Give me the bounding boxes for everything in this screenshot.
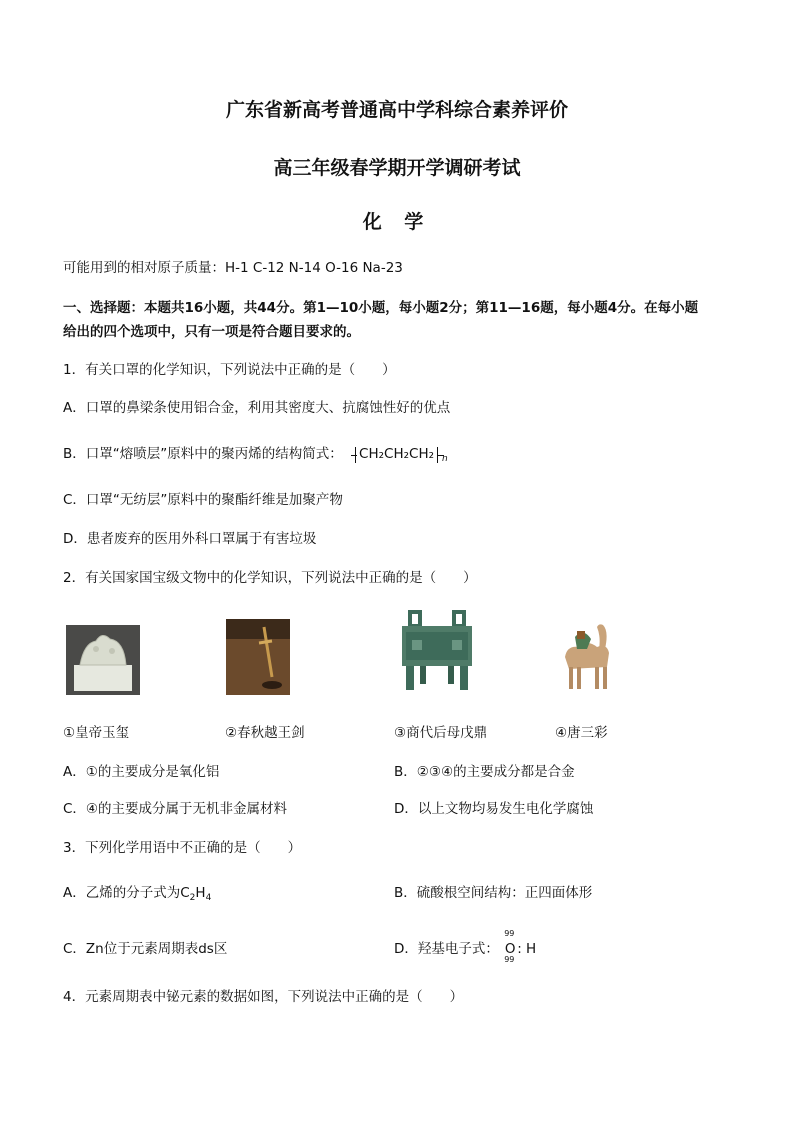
hydroxyl-right: : H <box>517 941 537 957</box>
hydroxyl-electron-formula <box>503 929 517 964</box>
polymer-n: n <box>442 454 448 464</box>
q1-option-c: C．口罩“无纺层”原料中的聚酯纤维是加聚产物 <box>63 492 343 508</box>
q1-stem: 1．有关口罩的化学知识，下列说法中正确的是（ ） <box>63 362 396 378</box>
subject-title: 化 学 <box>362 211 432 233</box>
q3-option-b: B．硫酸根空间结构：正四面体形 <box>394 885 593 901</box>
caption-sword: ②春秋越王剑 <box>225 725 305 741</box>
electron-dots-bottom: 99 <box>504 955 515 964</box>
q3-a-sub1: 2 <box>189 893 196 903</box>
oxygen-symbol: O <box>504 941 516 957</box>
q2-stem: 2．有关国家国宝级文物中的化学知识，下列说法中正确的是（ ） <box>63 570 477 586</box>
section-heading-line2: 给出的四个选项中，只有一项是符合题目要求的。 <box>63 324 360 340</box>
atomic-masses: 可能用到的相对原子质量：H-1 C-12 N-14 O-16 Na-23 <box>63 260 403 276</box>
q2-option-b: B．②③④的主要成分都是合金 <box>394 764 575 780</box>
q1-option-b <box>63 442 448 464</box>
section-heading-line1: 一、选择题：本题共16小题，共44分。第1—10小题，每小题2分；第11—16题，每小题4分。在每小题 <box>63 300 699 316</box>
q3-a-mid: H <box>195 885 206 901</box>
q1-option-a: A．口罩的鼻梁条使用铝合金，利用其密度大、抗腐蚀性好的优点 <box>63 400 451 416</box>
q3-a-sub2: 4 <box>205 893 212 903</box>
polymer-formula <box>351 446 442 462</box>
electron-dots-top: 99 <box>504 929 515 938</box>
q3-option-a-text: A．乙烯的分子式为C <box>63 885 190 901</box>
q2-option-c: C．④的主要成分属于无机非金属材料 <box>63 801 288 817</box>
q4-stem: 4．元素周期表中铋元素的数据如图，下列说法中正确的是（ ） <box>63 989 464 1005</box>
title-line1: 广东省新高考普通高中学科综合素养评价 <box>225 99 568 121</box>
caption-ding: ③商代后母戊鼎 <box>394 725 488 741</box>
jade-seal-image <box>66 625 140 695</box>
caption-tang-sancai: ④唐三彩 <box>555 725 608 741</box>
sword-image <box>226 619 290 695</box>
q1-option-d: D．患者废弃的医用外科口罩属于有害垃圾 <box>63 531 317 547</box>
tang-sancai-camel-image <box>557 617 619 695</box>
q3-option-d-text: D．羟基电子式： <box>394 941 499 957</box>
title-line2: 高三年级春学期开学调研考试 <box>273 157 521 179</box>
q2-option-a: A．①的主要成分是氧化铝 <box>63 764 220 780</box>
bronze-ding-image <box>396 610 478 694</box>
q3-option-a <box>63 881 211 903</box>
q3-option-c: C．Zn位于元素周期表ds区 <box>63 941 228 957</box>
polymer-repeat-unit: CH₂CH₂CH₂ <box>359 446 435 462</box>
q1-option-b-text: B．口罩“熔喷层”原料中的聚丙烯的结构简式： <box>63 446 343 462</box>
caption-jade-seal: ①皇帝玉玺 <box>63 725 130 741</box>
q2-option-d: D．以上文物均易发生电化学腐蚀 <box>394 801 594 817</box>
q3-stem: 3．下列化学用语中不正确的是（ ） <box>63 840 302 856</box>
q3-option-d <box>394 929 537 964</box>
